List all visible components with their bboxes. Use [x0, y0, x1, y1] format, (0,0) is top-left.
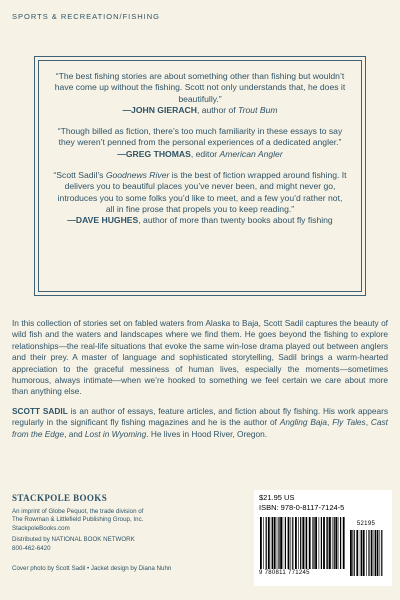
bio-book-title: Angling Baja: [279, 417, 327, 428]
quote-hughes: [53, 170, 347, 226]
blurb-frame: [38, 60, 362, 292]
barcode-icon: [259, 517, 345, 569]
book-description: In this collection of stories set on fabled waters from Alaska to Baja, Scott Sadil captures the beauty of wild fish and the waters and landscapes where we find them. He goes beyond the fishing to explore relationships—the real-life situations that evoke the same win-lose drama played out between anglers and their prey. A master of language and sophisticated storytelling, Sadil brings a warm-hearted appreciation to the graceful messiness of human lives, especially the moments—sometimes humorous, always intimate—when we’re hooked to something we feel certain we care about more than anything else.: [12, 318, 388, 397]
quote-attribution: [53, 215, 347, 226]
quote-thomas: [53, 126, 347, 160]
distributor-phone: 800-462-6420: [12, 544, 51, 552]
quote-gierach: [53, 71, 347, 116]
addon-barcode-icon: [349, 530, 383, 576]
bio-separator: ,: [365, 417, 371, 428]
quote-attribution: [53, 105, 347, 116]
quote-book-title: Trout Bum: [238, 104, 278, 115]
bio-book-title: Lost in Wyoming: [84, 428, 147, 439]
bio-book-title: Fly Tales: [332, 417, 366, 428]
distributor-line: Distributed by NATIONAL BOOK NETWORK: [12, 536, 135, 544]
quote-magazine-title: American Angler: [219, 148, 283, 159]
barcode-panel: [254, 490, 392, 586]
barcode-digits: 9 780811 771245: [259, 570, 310, 576]
price-label: $21.95 US: [259, 493, 295, 502]
quote-author: —DAVE HUGHES: [67, 215, 139, 226]
quote-text: “The best fishing stories are about something other than fishing but wouldn’t have come up without the fishing. Scott not only understands that, he does it beautifully.”: [54, 71, 346, 104]
publisher-info: [12, 508, 242, 553]
bio-text: is an author of essays, feature articles, and fiction about fly fishing. His work appears regularly in the significant fly fishing magazines and he is the author of: [12, 406, 389, 428]
quote-text-start: “Scott Sadil’s: [53, 170, 106, 181]
bio-book-title: Cast from the Edge: [12, 417, 388, 439]
addon-digits: 52195: [356, 521, 376, 527]
author-name: SCOTT SADIL: [12, 406, 68, 416]
publisher-line: The Rowman & Littlefield Publishing Group, Inc.: [12, 516, 144, 524]
quote-affiliation: , editor: [190, 148, 220, 159]
isbn-label: ISBN: 978-0-8117-7124-5: [259, 502, 345, 512]
publisher-line: An imprint of Globe Pequot, the trade division of: [12, 508, 144, 515]
quote-affiliation: , author of: [196, 104, 239, 115]
bio-separator: , and: [64, 428, 85, 439]
quote-attribution: [53, 149, 347, 160]
quote-affiliation: , author of more than twenty books about fly fishing: [138, 215, 333, 226]
category-label: SPORTS & RECREATION/FISHING: [12, 12, 160, 21]
author-bio: [12, 406, 388, 440]
bio-text: . He lives in Hood River, Oregon.: [146, 428, 268, 439]
quote-text: [53, 170, 347, 215]
quote-text-end: is the best of fiction wrapped around fishing. It delivers you to beautiful places you’ve never been, and might never go, introduces you to some folks you’d like to meet, and a few you’d rather not, all in fine prose that propels you to keep reading.”: [57, 170, 347, 214]
quote-author: —GREG THOMAS: [117, 148, 191, 159]
cover-credits: Cover photo by Scott Sadil • Jacket design by Diana Nuhn: [12, 565, 172, 572]
quote-book-title: Goodnews River: [105, 170, 170, 181]
bio-separator: ,: [327, 417, 333, 428]
publisher-logo: STACKPOLE BOOKS: [12, 493, 108, 503]
quote-text: “Though billed as fiction, there’s too much familiarity in these essays to say they weren’t penned from the personal experiences of a dedicated angler.”: [57, 126, 343, 148]
quote-author: —JOHN GIERACH: [122, 104, 197, 115]
publisher-website: StackpoleBooks.com: [12, 524, 70, 532]
